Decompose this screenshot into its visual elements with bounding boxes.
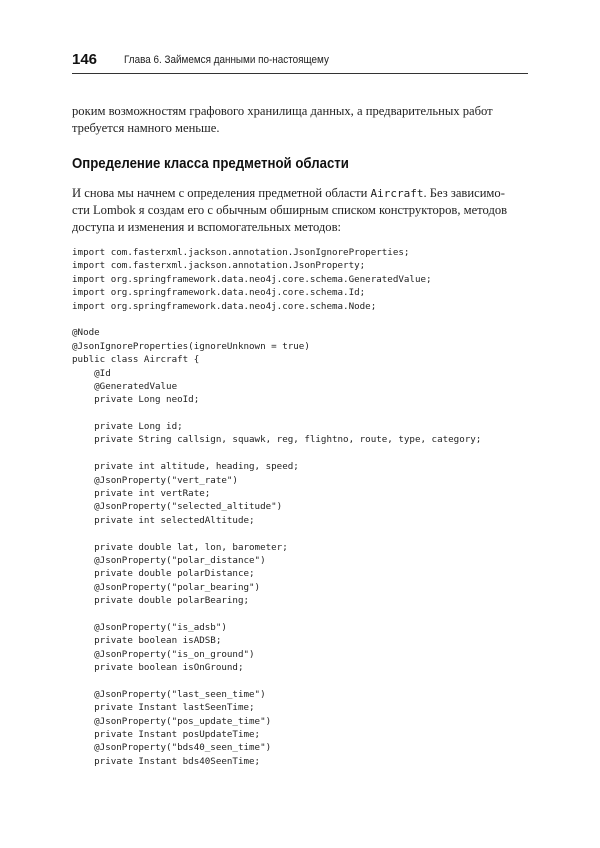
paragraph-intro xyxy=(72,185,528,236)
code-line: import org.springframework.data.neo4j.core.schema.GeneratedValue; xyxy=(72,273,432,285)
code-line: private int vertRate; xyxy=(72,488,211,500)
code-line: private Instant bds40SeenTime; xyxy=(72,755,261,767)
page-number: 146 xyxy=(72,51,98,68)
paragraph-continued xyxy=(72,103,528,137)
code-line: private int selectedAltitude; xyxy=(72,514,255,526)
code-line: @JsonProperty("pos_update_time") xyxy=(72,715,272,727)
code-line: @JsonProperty("polar_bearing") xyxy=(72,581,261,593)
code-line: private Instant lastSeenTime; xyxy=(72,702,255,714)
code-line: @Id xyxy=(72,367,111,379)
code-line: @GeneratedValue xyxy=(72,380,178,392)
paragraph-text: . Без зависимо- xyxy=(423,186,505,200)
code-line: @JsonProperty("vert_rate") xyxy=(72,474,238,486)
section-heading: Определение класса предметной области xyxy=(72,155,349,172)
code-line xyxy=(72,675,528,688)
paragraph-line: требуется намного меньше. xyxy=(72,121,220,135)
code-line xyxy=(72,313,528,326)
code-line: private double polarBearing; xyxy=(72,595,250,607)
code-line xyxy=(72,527,528,540)
code-line: @JsonProperty("is_adsb") xyxy=(72,621,227,633)
paragraph-line: доступа и изменения и вспомогательных методов: xyxy=(72,220,342,234)
code-line: @JsonProperty("bds40_seen_time") xyxy=(72,742,272,754)
code-line: @JsonProperty("is_on_ground") xyxy=(72,648,255,660)
code-line: import com.fasterxml.jackson.annotation.JsonIgnoreProperties; xyxy=(72,247,410,258)
inline-code-class-name: Aircraft xyxy=(370,187,424,200)
code-line: private Instant posUpdateTime; xyxy=(72,729,261,741)
code-line: private double lat, lon, barometer; xyxy=(72,541,288,553)
code-line: private double polarDistance; xyxy=(72,568,255,580)
code-line: private boolean isADSB; xyxy=(72,635,222,647)
code-line: @JsonProperty("polar_distance") xyxy=(72,554,266,566)
code-line: private int altitude, heading, speed; xyxy=(72,461,299,473)
code-line: @JsonIgnoreProperties(ignoreUnknown = true) xyxy=(72,340,310,352)
paragraph-line xyxy=(72,185,528,202)
code-line: import org.springframework.data.neo4j.core.schema.Node; xyxy=(72,300,377,312)
code-line: import org.springframework.data.neo4j.core.schema.Id; xyxy=(72,287,366,299)
running-header xyxy=(72,49,528,74)
paragraph-text: И снова мы начнем с определения предметной области xyxy=(72,186,371,200)
code-listing xyxy=(72,246,528,768)
code-line: @JsonProperty("selected_altitude") xyxy=(72,501,283,513)
code-line: import com.fasterxml.jackson.annotation.JsonProperty; xyxy=(72,260,366,272)
code-line: public class Aircraft { xyxy=(72,354,200,366)
code-line: private String callsign, squawk, reg, flightno, route, type, category; xyxy=(72,434,482,446)
code-line: private boolean isOnGround; xyxy=(72,662,244,674)
code-line xyxy=(72,608,528,621)
chapter-title: Глава 6. Займемся данными по-настоящему xyxy=(124,54,329,66)
code-line: @Node xyxy=(72,327,100,339)
paragraph-line: роким возможностям графового хранилища данных, а предварительных работ xyxy=(72,104,493,118)
code-line xyxy=(72,407,528,420)
code-line: private Long neoId; xyxy=(72,394,200,406)
code-line: @JsonProperty("last_seen_time") xyxy=(72,688,266,700)
code-line: private Long id; xyxy=(72,421,183,433)
code-line xyxy=(72,447,528,460)
paragraph-line: сти Lombok я создам его с обычным обширным списком конструкторов, методов xyxy=(72,203,508,217)
